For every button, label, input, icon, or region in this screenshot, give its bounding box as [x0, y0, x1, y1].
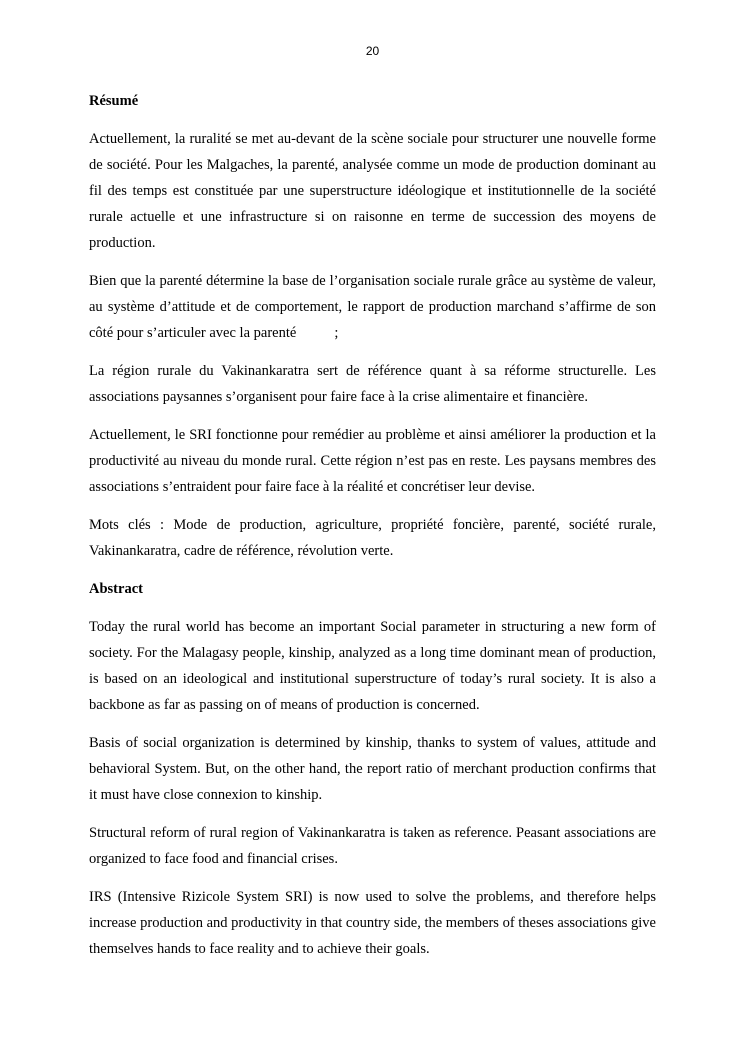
- resume-paragraph-4: Actuellement, le SRI fonctionne pour remédier au problème et ainsi améliorer la production et la productivité au niveau du monde rural. Cette région n’est pas en reste. Les paysans membres des associations s’entraident pour faire face à la réalité et concrétiser leur devise.: [89, 427, 656, 495]
- page-number: 20: [365, 44, 380, 58]
- resume-paragraph-3: La région rurale du Vakinankaratra sert de référence quant à sa réforme structurelle. Les associations paysannes s’organisent pour faire face à la crise alimentaire et financière.: [89, 363, 656, 405]
- resume-paragraph-2-text: Bien que la parenté détermine la base de l’organisation sociale rurale grâce au système de valeur, au système d’attitude et de comportement, le rapport de production marchand s’affirme de son côté pour s’articuler avec la parenté: [89, 273, 656, 341]
- page-content: [89, 88, 656, 974]
- abstract-section: [89, 576, 656, 962]
- resume-paragraph-2-end: ;: [334, 325, 339, 341]
- abstract-heading: Abstract: [89, 581, 143, 597]
- resume-paragraph-1: Actuellement, la ruralité se met au-devant de la scène sociale pour structurer une nouvelle forme de société. Pour les Malgaches, la parenté, analysée comme un mode de production dominant au fil des temps est constituée par une superstructure idéologique et institutionnelle de la société rurale actuelle et une infrastructure si on raisonne en terme de succession des moyens de production.: [89, 131, 656, 251]
- resume-keywords: Mots clés : Mode de production, agriculture, propriété foncière, parenté, société rurale, Vakinankaratra, cadre de référence, révolution verte.: [89, 517, 656, 559]
- resume-paragraph-2: [89, 268, 656, 346]
- abstract-paragraph-4: IRS (Intensive Rizicole System SRI) is now used to solve the problems, and therefore helps increase production and productivity in that country side, the members of theses associations give themselves hands to face reality and to achieve their goals.: [89, 889, 656, 957]
- abstract-paragraph-2: Basis of social organization is determined by kinship, thanks to system of values, attitude and behavioral System. But, on the other hand, the report ratio of merchant production confirms that it must have close connexion to kinship.: [89, 735, 656, 803]
- abstract-paragraph-3: Structural reform of rural region of Vakinankaratra is taken as reference. Peasant associations are organized to face food and financial crises.: [89, 825, 656, 867]
- abstract-paragraph-1: Today the rural world has become an important Social parameter in structuring a new form of society. For the Malagasy people, kinship, analyzed as a long time dominant mean of production, is based on an ideological and institutional superstructure of today’s rural society. It is also a backbone as far as passing on of means of production is concerned.: [89, 619, 656, 713]
- resume-heading: Résumé: [89, 93, 139, 109]
- resume-section: [89, 88, 656, 564]
